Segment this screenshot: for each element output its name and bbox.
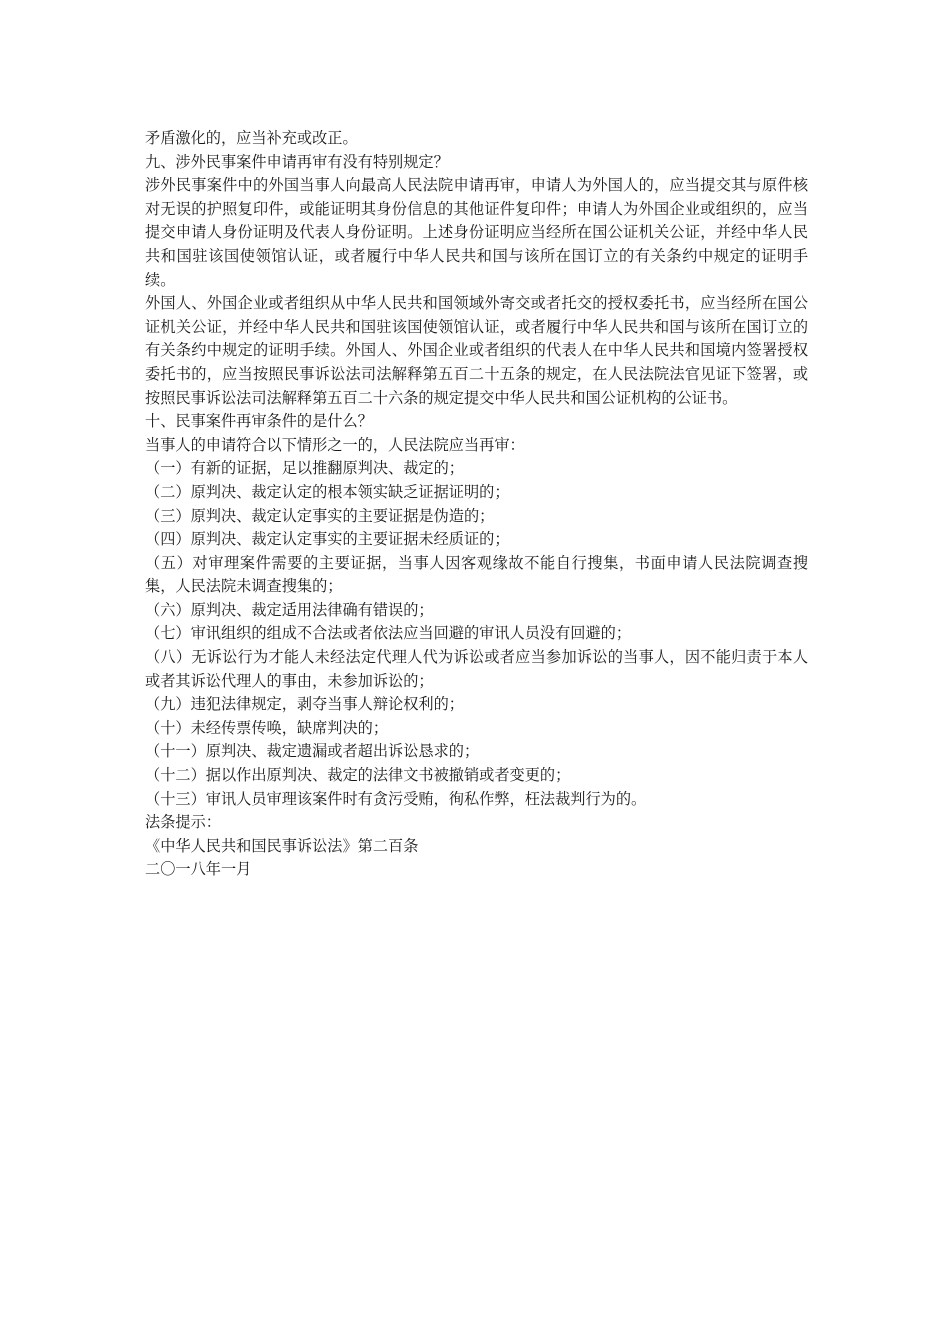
list-item-7: （七）审讯组织的组成不合法或者依法应当回避的审讯人员没有回避的； bbox=[145, 624, 631, 643]
list-item-3: （三）原判决、裁定认定事实的主要证据是伪造的； bbox=[145, 506, 495, 525]
paragraph-foreign-applicant-identity: 涉外民事案件中的外国当事人向最高人民法院申请再审，申请人为外国人的，应当提交其与原件核对无误的护照复印件，或能证明其身份信息的其他证件复印件；申请人为外国企业或组织的，应当提交申请人身份证明及代表人身份证明。上述身份证明应当经所在国公证机关公证，并经中华人民共和国驻该国使领馆认证，或者履行中华人民共和国与该所在国订立的有关条约中规定的证明手续。 bbox=[145, 176, 808, 289]
document-body bbox=[145, 127, 808, 882]
list-item-8: （八）无诉讼行为才能人未经法定代理人代为诉讼或者应当参加诉讼的当事人，因不能归责于本人或者其诉讼代理人的事由，未参加诉讼的； bbox=[145, 648, 808, 690]
list-item-1: （一）有新的证据，足以推翻原判决、裁定的； bbox=[145, 459, 464, 478]
section-heading-10: 十、民事案件再审条件的是什么？ bbox=[145, 412, 373, 431]
law-reference-citation: 《中华人民共和国民事诉讼法》第二百条 bbox=[145, 836, 419, 855]
paragraph-continuation: 矛盾激化的，应当补充或改正。 bbox=[145, 129, 358, 147]
list-item-2: （二）原判决、裁定认定的根本领实缺乏证据证明的； bbox=[145, 482, 510, 501]
document-date: 二〇一八年一月 bbox=[145, 860, 252, 879]
paragraph-retrial-intro: 当事人的申请符合以下情形之一的，人民法院应当再审： bbox=[145, 435, 525, 454]
list-item-6: （六）原判决、裁定适用法律确有错误的； bbox=[145, 600, 434, 619]
list-item-13: （十三）审讯人员审理该案件时有贪污受贿，徇私作弊，枉法裁判行为的。 bbox=[145, 789, 647, 808]
list-item-11: （十一）原判决、裁定遗漏或者超出诉讼恳求的； bbox=[145, 742, 480, 761]
section-heading-9: 九、涉外民事案件申请再审有没有特别规定？ bbox=[145, 152, 449, 171]
law-reference-label: 法条提示： bbox=[145, 813, 221, 832]
list-item-10: （十）未经传票传唤，缺席判决的； bbox=[145, 718, 388, 737]
list-item-12: （十二）据以作出原判决、裁定的法律文书被撤销或者变更的； bbox=[145, 766, 571, 785]
paragraph-power-of-attorney: 外国人、外国企业或者组织从中华人民共和国领域外寄交或者托交的授权委托书，应当经所在国公证机关公证，并经中华人民共和国驻该国使领馆认证，或者履行中华人民共和国与该所在国订立的有关条约中规定的证明手续。外国人、外国企业或者组织的代表人在中华人民共和国境内签署授权委托书的，应当按照民事诉讼法司法解释第五百二十五条的规定，在人民法院法官见证下签署，或按照民事诉讼法司法解释第五百二十六条的规定提交中华人民共和国公证机构的公证书。 bbox=[145, 294, 808, 407]
list-item-5: （五）对审理案件需要的主要证据，当事人因客观缘故不能自行搜集，书面申请人民法院调查搜集，人民法院未调查搜集的； bbox=[145, 553, 808, 596]
list-item-9: （九）违犯法律规定，剥夺当事人辩论权利的； bbox=[145, 695, 464, 714]
list-item-4: （四）原判决、裁定认定事实的主要证据未经质证的； bbox=[145, 530, 510, 549]
